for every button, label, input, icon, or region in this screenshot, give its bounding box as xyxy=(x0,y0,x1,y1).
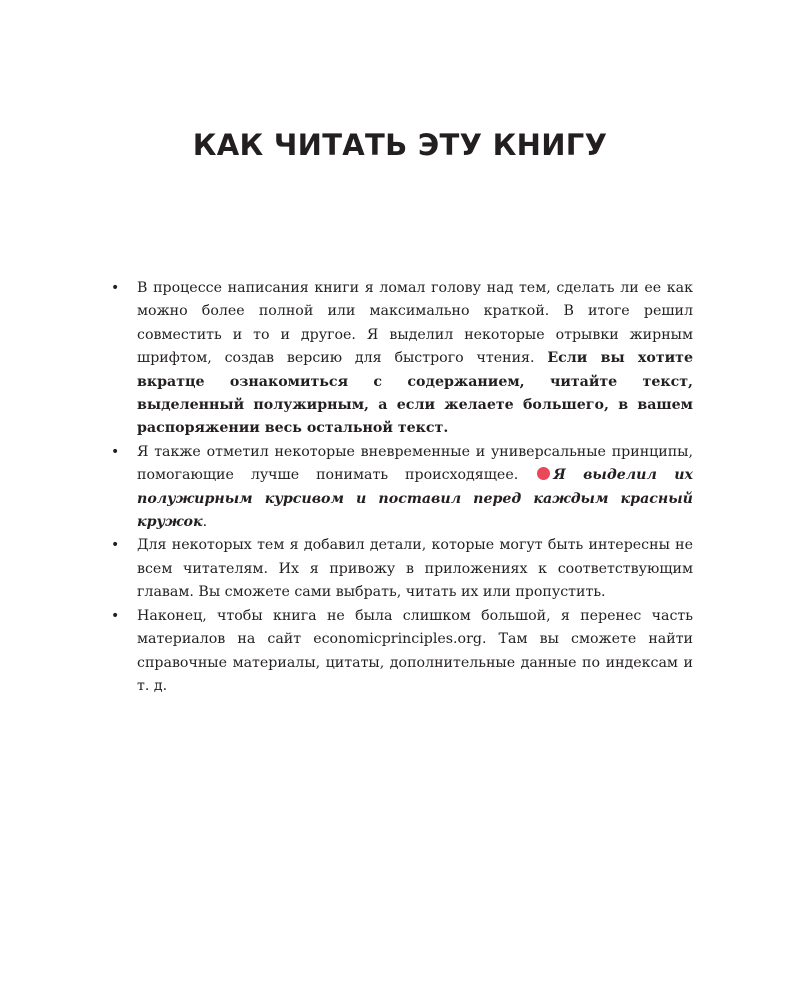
bullet-icon: • xyxy=(111,537,120,554)
item-bold-italic-text: Я выделил их полужирным курсивом и поставил перед каждым красный кружок xyxy=(137,467,693,531)
list-item xyxy=(111,277,693,441)
item-text-end: . xyxy=(202,514,208,531)
item-bold-text: Если вы хотите вкратце ознакомиться с содержанием, читайте текст, выделенный полужирным, а если желаете большего, в вашем распоряжении весь остальной текст. xyxy=(137,350,693,437)
item-text: Наконец, чтобы книга не была слишком большой, я перенес часть материалов на сайт economicprinciples.org. Там вы сможете найти справочные материалы, цитаты, дополнительные данные по индексам и т. д. xyxy=(137,607,693,694)
red-circle-icon xyxy=(537,467,550,480)
item-text: Для некоторых тем я добавил детали, которые могут быть интересны не всем читателям. Их я привожу в приложениях к соответствующим главам. Вы сможете сами выбрать, читать их или пропустить. xyxy=(137,537,693,601)
item-text: Я также отметил некоторые вневременные и универсальные принципы, помогающие лучше понимать происходящее. xyxy=(137,443,693,484)
item-text: В процессе написания книги я ломал голову над тем, сделать ли ее как можно более полной или максимально краткой. В итоге решил совместить и то и другое. Я выделил некоторые отрывки жирным шрифтом, создав версию для быстрого чтения. xyxy=(137,280,693,367)
bullet-icon: • xyxy=(111,607,120,624)
bullet-icon: • xyxy=(111,280,120,296)
list-item xyxy=(111,441,693,535)
list-item xyxy=(111,534,693,604)
bullet-list xyxy=(111,277,693,698)
list-item xyxy=(111,605,693,699)
page-title: КАК ЧИТАТЬ ЭТУ КНИГУ xyxy=(192,128,608,162)
bullet-icon: • xyxy=(111,443,120,460)
